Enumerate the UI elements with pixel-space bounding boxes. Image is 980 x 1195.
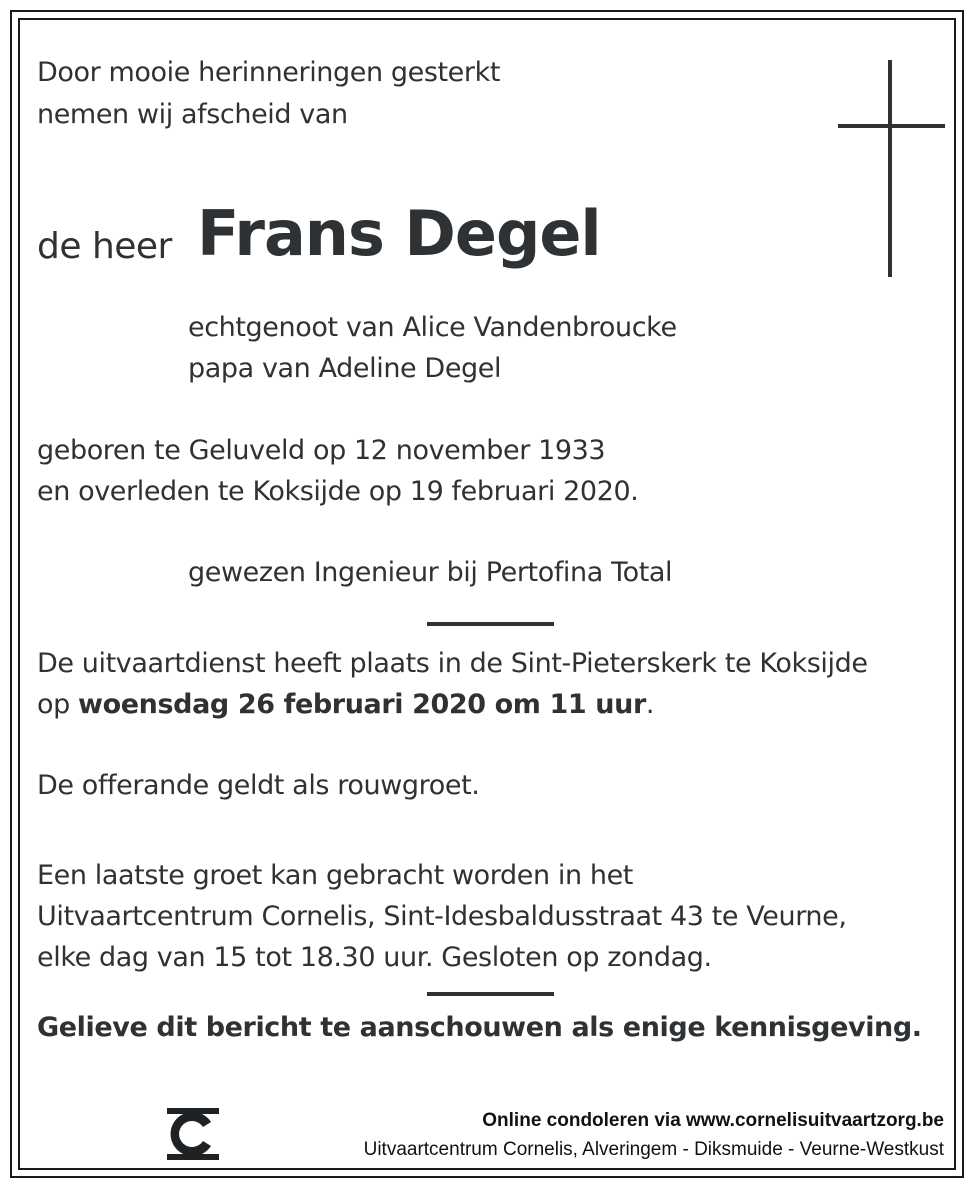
visitation-line-1: Een laatste groet kan gebracht worden in het xyxy=(37,860,633,891)
dates-line-1: geboren te Geluveld op 12 november 1933 xyxy=(37,435,606,466)
service-date: woensdag 26 februari 2020 om 11 uur xyxy=(78,689,646,720)
visitation-line-3: elke dag van 15 tot 18.30 uur. Gesloten op zondag. xyxy=(37,942,712,973)
service-line-1: De uitvaartdienst heeft plaats in de Sint-Pieterskerk te Koksijde xyxy=(37,648,868,679)
offering: De offerande geldt als rouwgroet. xyxy=(37,770,480,801)
cornelis-logo-icon xyxy=(167,1108,219,1160)
intro-line-1: Door mooie herinneringen gesterkt xyxy=(37,57,501,88)
footer-condolences: Online condoleren via www.cornelisuitvaartzorg.be xyxy=(482,1110,944,1131)
service-suffix: . xyxy=(645,689,655,720)
family-line-1: echtgenoot van Alice Vandenbroucke xyxy=(188,312,677,343)
divider-1 xyxy=(427,622,554,626)
family-line-2: papa van Adeline Degel xyxy=(188,353,502,384)
deceased-name: Frans Degel xyxy=(197,197,601,270)
notice: Gelieve dit bericht te aanschouwen als enige kennisgeving. xyxy=(37,1012,922,1043)
service-line-2 xyxy=(37,691,654,718)
dates-line-2: en overleden te Koksijde op 19 februari 2020. xyxy=(37,476,639,507)
footer-company: Uitvaartcentrum Cornelis, Alveringem - Diksmuide - Veurne-Westkust xyxy=(363,1139,944,1160)
deceased-prefix: de heer xyxy=(37,226,172,267)
intro-line-2: nemen wij afscheid van xyxy=(37,99,348,130)
divider-2 xyxy=(427,992,554,996)
service-prefix: op xyxy=(37,689,70,720)
cross-icon-horizontal xyxy=(838,124,945,128)
inner-border xyxy=(18,18,956,1170)
cross-icon-vertical xyxy=(888,60,892,277)
occupation: gewezen Ingenieur bij Pertofina Total xyxy=(188,557,673,588)
visitation-line-2: Uitvaartcentrum Cornelis, Sint-Idesbaldusstraat 43 te Veurne, xyxy=(37,901,847,932)
